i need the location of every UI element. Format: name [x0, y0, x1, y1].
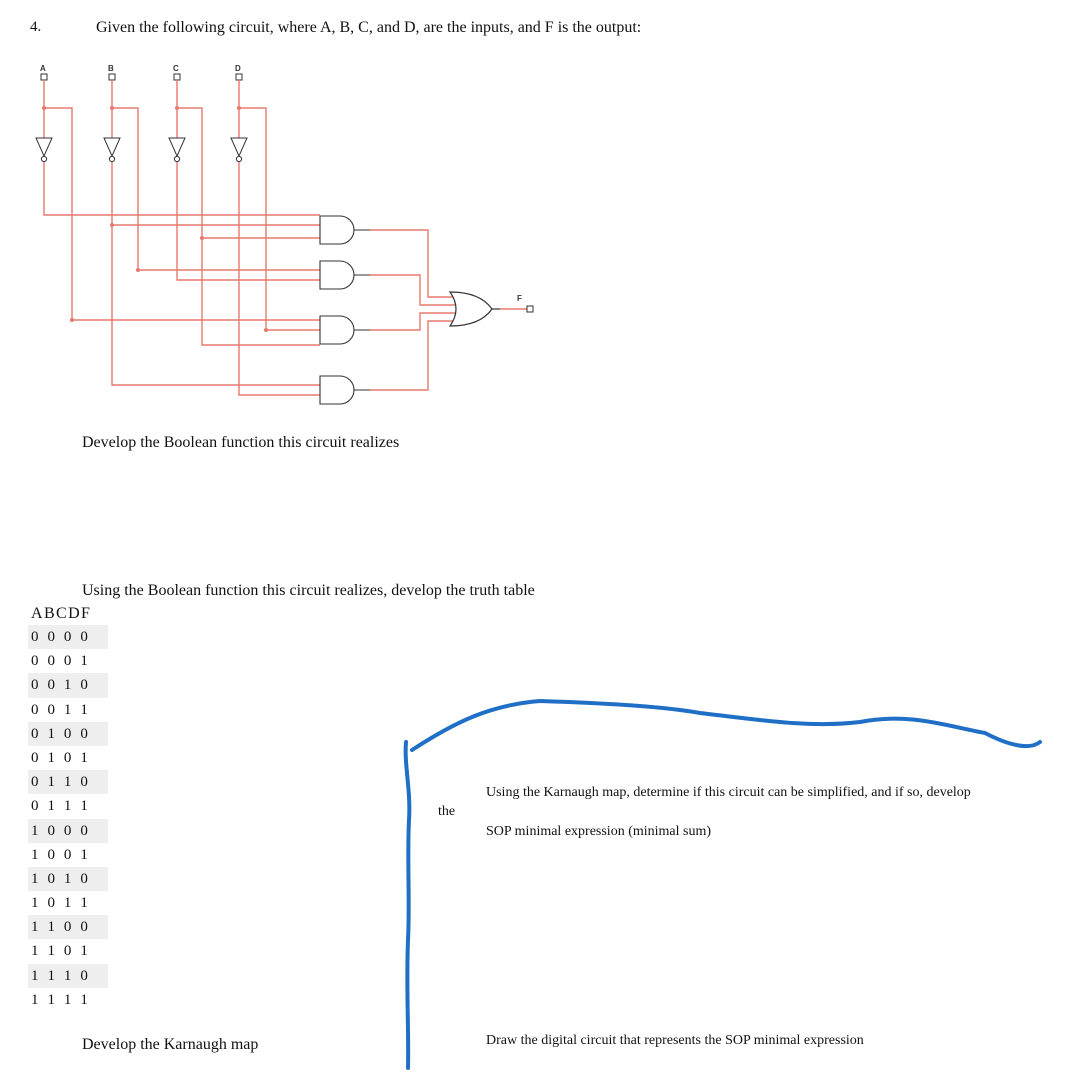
question-text: Given the following circuit, where A, B, C, and D, are the inputs, and F is the output:: [96, 19, 642, 36]
truth-table-row: 1 1 1 0: [28, 964, 108, 988]
kmap-simplify-prompt-the: the: [438, 804, 456, 819]
truth-table: [28, 625, 108, 1012]
truth-table-row: 0 1 0 0: [28, 722, 108, 746]
input-label-a: A: [40, 64, 46, 73]
input-label-d: D: [235, 64, 241, 73]
handwritten-bracket-stroke: [412, 701, 1040, 750]
and-gate-3: [320, 316, 354, 344]
not-gates: [36, 138, 247, 162]
or-gate: [450, 292, 492, 326]
truth-table-row: 1 0 0 0: [28, 819, 108, 843]
boolean-function-prompt: Develop the Boolean function this circuit realizes: [82, 434, 400, 451]
input-pin-d: [235, 64, 242, 80]
handwritten-vertical-stroke: [406, 742, 410, 1068]
develop-kmap-prompt: Develop the Karnaugh map: [82, 1036, 259, 1053]
output-label-f: F: [517, 294, 522, 303]
input-pin-a: [40, 64, 47, 80]
truth-table-row: 0 0 1 0: [28, 673, 108, 697]
truth-table-row: 1 0 0 1: [31, 846, 91, 863]
truth-table-row: 0 1 1 1: [31, 798, 91, 815]
draw-circuit-prompt: Draw the digital circuit that represents the SOP minimal expression: [486, 1033, 864, 1048]
circuit-wires: [44, 80, 528, 395]
truth-table-row: 1 0 1 1: [31, 895, 91, 912]
input-label-b: B: [108, 64, 114, 73]
and-gate-1: [320, 216, 354, 244]
input-label-c: C: [173, 64, 179, 73]
and-gate-4: [320, 376, 354, 404]
truth-table-row: 1 0 1 0: [28, 867, 108, 891]
truth-table-prompt: Using the Boolean function this circuit realizes, develop the truth table: [82, 582, 535, 599]
and-gate-2: [320, 261, 354, 289]
input-pins: [40, 64, 242, 80]
truth-table-row: 0 0 0 0: [28, 625, 108, 649]
not-gate-a: [36, 138, 52, 162]
and-gate-outputs: [354, 230, 370, 390]
truth-table-header: ABCDF: [31, 605, 92, 622]
truth-table-row: 0 0 1 1: [31, 701, 91, 718]
kmap-simplify-prompt-line2: SOP minimal expression (minimal sum): [486, 824, 712, 839]
question-number: 4.: [30, 19, 42, 35]
truth-table-row: 0 0 0 1: [31, 653, 91, 670]
kmap-simplify-prompt-line1: Using the Karnaugh map, determine if this circuit can be simplified, and if so, develop: [486, 785, 971, 800]
truth-table-row: 0 1 0 1: [31, 749, 91, 766]
not-gate-c: [169, 138, 185, 162]
input-pin-c: [173, 64, 180, 80]
not-gate-d: [231, 138, 247, 162]
and-gates: [320, 216, 354, 404]
truth-table-row: 1 1 0 1: [31, 943, 91, 960]
truth-table-row: 0 1 1 0: [28, 770, 108, 794]
logic-circuit-diagram: [0, 55, 580, 415]
truth-table-row: 1 1 1 1: [31, 991, 91, 1008]
not-gate-b: [104, 138, 120, 162]
truth-table-row: 1 1 0 0: [28, 915, 108, 939]
input-pin-b: [108, 64, 115, 80]
